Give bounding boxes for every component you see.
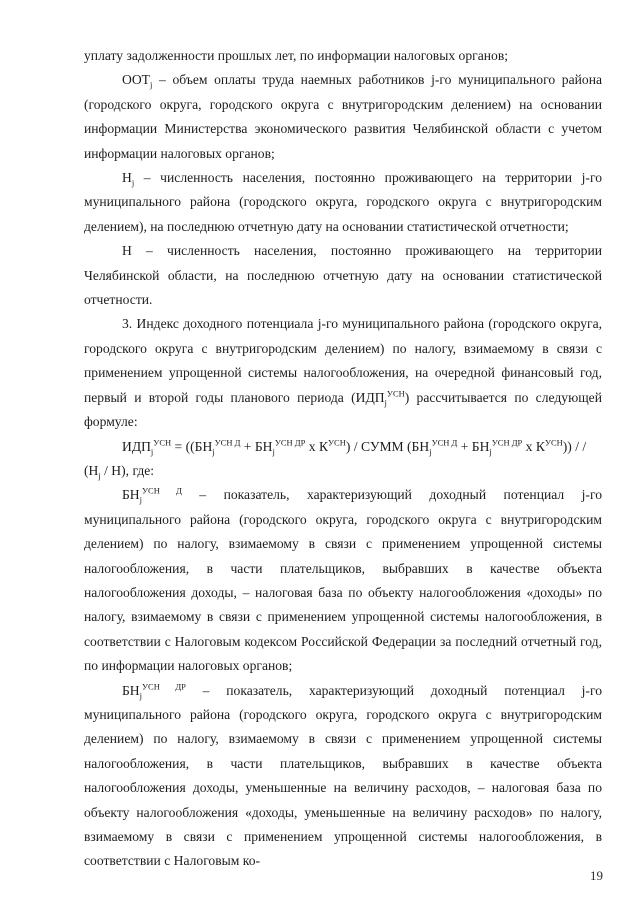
subscript-j: j [139,495,142,506]
formula-sup: УСН ДР [491,436,523,447]
paragraph-tail: ) рассчитывается по следующей формуле: [84,389,602,430]
formula-sub: j [272,446,275,457]
formula-sub: j [489,446,492,457]
formula-part: ) / СУММ (БН [345,438,430,454]
formula-part: )) / / (Н [84,438,587,478]
superscript-usn: УСН [386,388,405,399]
formula-sup: УСН ДР [274,436,306,447]
formula-part: + БН [240,438,273,454]
symbol-oot: ООТ [122,72,150,88]
superscript-usn-d: УСН Д [142,485,182,496]
definition-oot [84,68,602,166]
formula-sup: УСН [153,436,172,447]
subscript-j: j [149,80,153,91]
formula-sub: j [429,446,432,457]
formula-sub: j [98,470,101,481]
paragraph-3 [84,312,602,434]
paragraph-continuation: уплату задолженности прошлых лет, по информации налоговых органов; [84,48,509,63]
formula-sup: УСН [544,436,563,447]
paragraph-text: 3. Индекс доходного потенциала j-го муниципального района (городского округа, городского округа с внутригородским делением) по налогу, взимаемому в связи с применением упрощенной системы налогообложения, на очередной финансовый год, первый и второй годы планового периода (ИДП [84,316,602,405]
formula-sup: УСН Д [214,436,241,447]
superscript-usn-dr: УСН ДР [142,681,186,692]
formula-sup: УСН [328,436,346,447]
formula-part: + БН [457,438,490,454]
formula-sub: j [212,446,215,457]
symbol-bn: БН [122,682,140,698]
symbol-bn: БН [122,487,140,503]
definition-hj [84,166,602,239]
definition-text: – показатель, характеризующий доходный потенциал j-го муниципального района (городского округа, городского округа с внутригородским делением) по налогу, взимаемому в связи с применением упрощенной системы налогообложения, в части плательщиков, выбравших в качестве объекта налогообложения доходы, уменьшенные на величину расходов, – налоговая база по объекту налогообложения «доходы, уменьшенные на величину расходов» по налогу, взимаемому в связи с применением упрощенной системы налогообложения, в соответствии с Налоговым ко- [84,682,602,869]
subscript-j: j [139,690,142,701]
formula [84,435,602,484]
formula-part: ИДП [122,438,151,454]
symbol-hj: Н [122,170,132,186]
page-number: 19 [590,868,603,883]
formula-part: x К [305,438,329,454]
subscript-j: j [131,177,135,188]
definition-text: – показатель, характеризующий доходный потенциал j-го муниципального района (городского округа, городского округа с внутригородским делением) по налогу, взимаемому в связи с применением упрощенной системы налогообложения, в части плательщиков, выбравших в качестве объекта налогообложения доходы, – налоговая база по объекту налогообложения «доходы» по налогу, взимаемому в связи с применением упрощенной системы налогообложения, в соответствии с Налоговым кодексом Российской Федерации за последний отчетный год, по информации налоговых органов; [84,487,602,674]
definition-bn-usn-d [84,483,602,678]
document-body [84,44,602,874]
formula-sub: j [150,446,154,457]
formula-sup: УСН Д [431,436,458,447]
formula-part: x К [522,438,545,454]
definition-bn-usn-dr [84,679,602,874]
definition-text: – численность населения, постоянно проживающего на территории j-го муниципального района (городского округа, городского округа с внутригородским делением), на последнюю отчетную дату на основании статистической отчетности; [84,170,602,234]
definition-text: – объем оплаты труда наемных работников j-го муниципального района (городского округа, городского округа с внутригородским делением) на основании информации Министерства экономического развития Челябинской области с учетом информации налоговых органов; [84,72,602,161]
definition-h: Н – численность населения, постоянно проживающего на территории Челябинской области, на последнюю отчетную дату на основании статистической отчетности. [84,243,602,308]
formula-part: = ((БН [171,438,213,454]
formula-part: / Н), где: [100,462,155,478]
subscript-j: j [384,397,387,408]
